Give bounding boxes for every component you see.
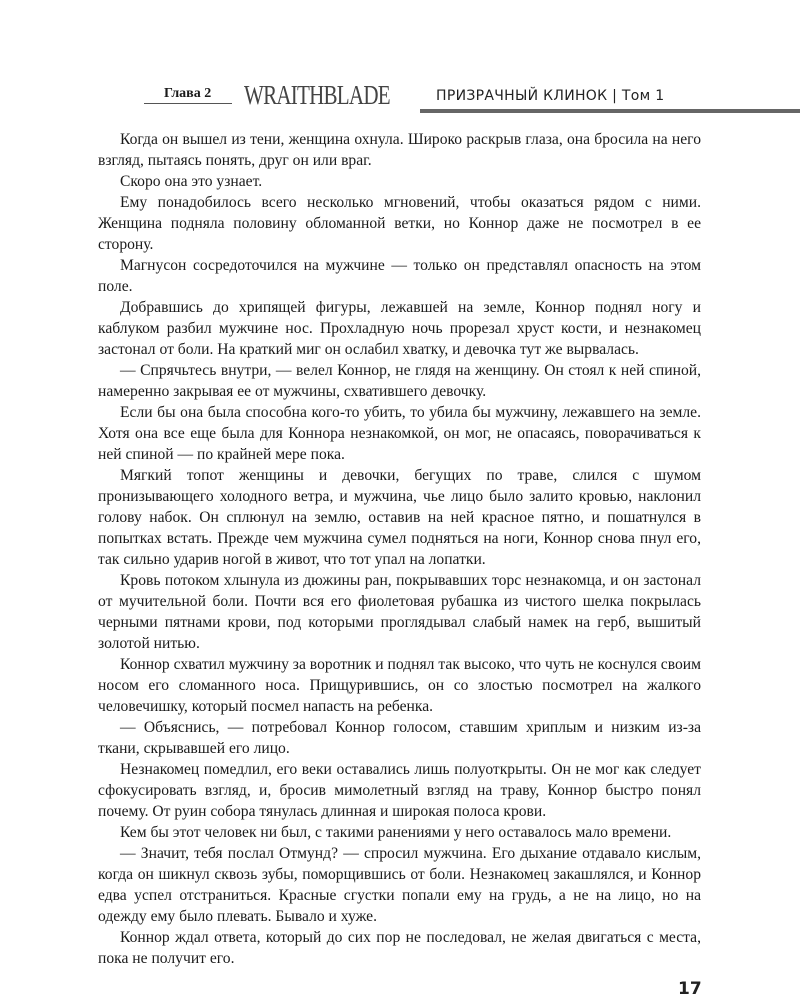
paragraph: Когда он вышел из тени, женщина охнула. Широко раскрыв глаза, она бросила на него взгляд, пытаясь понять, друг он или враг. [98,131,701,169]
paragraph: Кровь потоком хлынула из дюжины ран, покрывавших торс незнакомца, и он застонал от мучительной боли. Почти вся его фиолетовая рубашка из чистого шелка покрылась черными пятнами крови, под которыми проглядывал слабый намек на герб, вышитый золотой нитью. [98,572,701,652]
paragraph: Незнакомец помедлил, его веки оставались лишь полуоткрыты. Он не мог как следует сфокусировать взгляд, и, бросив мимолетный взгляд на траву, Коннор быстро понял почему. От руин собора тянулась длинная и широкая полоса крови. [98,761,701,820]
paragraph: — Значит, тебя послал Отмунд? — спросил мужчина. Его дыхание отдавало кислым, когда он шикнул сквозь зубы, поморщившись от боли. Незнакомец закашлялся, и Коннор едва успел отстраниться. Красные сгустки попали ему на грудь, а не на лицо, но на одежду ему было плевать. Бывало и хуже. [98,845,701,925]
paragraph: Ему понадобилось всего несколько мгновений, чтобы оказаться рядом с ними. Женщина подняла половину обломанной ветки, но Коннор даже не посмотрел в ее сторону. [98,194,701,253]
series-title: ПРИЗРАЧНЫЙ КЛИНОК | Том 1 [436,88,665,104]
paragraph: Коннор ждал ответа, который до сих пор не последовал, не желая двигаться с места, пока не получит его. [98,929,701,967]
chapter-label: Глава 2 [164,86,212,101]
page-body [98,129,701,969]
header-rule-left [144,103,232,104]
header-rule-right [420,109,800,113]
page-number: 17 [678,979,702,999]
wraithblade-logo: WRAITHBLADE [244,80,390,110]
paragraph: Скоро она это узнает. [120,173,263,190]
paragraph: Коннор схватил мужчину за воротник и поднял так высоко, что чуть не коснулся своим носом его сломанного носа. Прищурившись, он со злостью посмотрел на жалкого человечишку, который посмел напасть на ребенка. [98,656,701,715]
paragraph: Мягкий топот женщины и девочки, бегущих по траве, слился с шумом пронизывающего холодного ветра, и мужчина, чье лицо было залито кровью, наклонил голову набок. Он сплюнул на землю, оставив на ней красное пятно, и пошатнулся в попытках встать. Прежде чем мужчина сумел подняться на ноги, Коннор снова пнул его, так сильно ударив ногой в живот, что тот упал на лопатки. [98,467,701,568]
paragraph: Магнусон сосредоточился на мужчине — только он представлял опасность на этом поле. [98,257,701,295]
paragraph: Если бы она была способна кого-то убить, то убила бы мужчину, лежавшего на земле. Хотя она все еще была для Коннора незнакомкой, он мог, не опасаясь, поворачиваться к ней спиной — по крайней мере пока. [98,404,701,463]
paragraph: — Спрячьтесь внутри, — велел Коннор, не глядя на женщину. Он стоял к ней спиной, намеренно закрывая ее от мужчины, схватившего девочку. [98,362,701,400]
paragraph: Кем бы этот человек ни был, с такими ранениями у него оставалось мало времени. [120,824,672,841]
paragraph: — Объяснись, — потребовал Коннор голосом, ставшим хриплым и низким из-за ткани, скрывавшей его лицо. [98,719,701,757]
paragraph: Добравшись до хрипящей фигуры, лежавшей на земле, Коннор поднял ногу и каблуком разбил мужчине нос. Прохладную ночь прорезал хруст кости, и незнакомец застонал от боли. На краткий миг он ослабил хватку, и девочка тут же вырвалась. [98,299,701,358]
running-header [144,82,800,112]
